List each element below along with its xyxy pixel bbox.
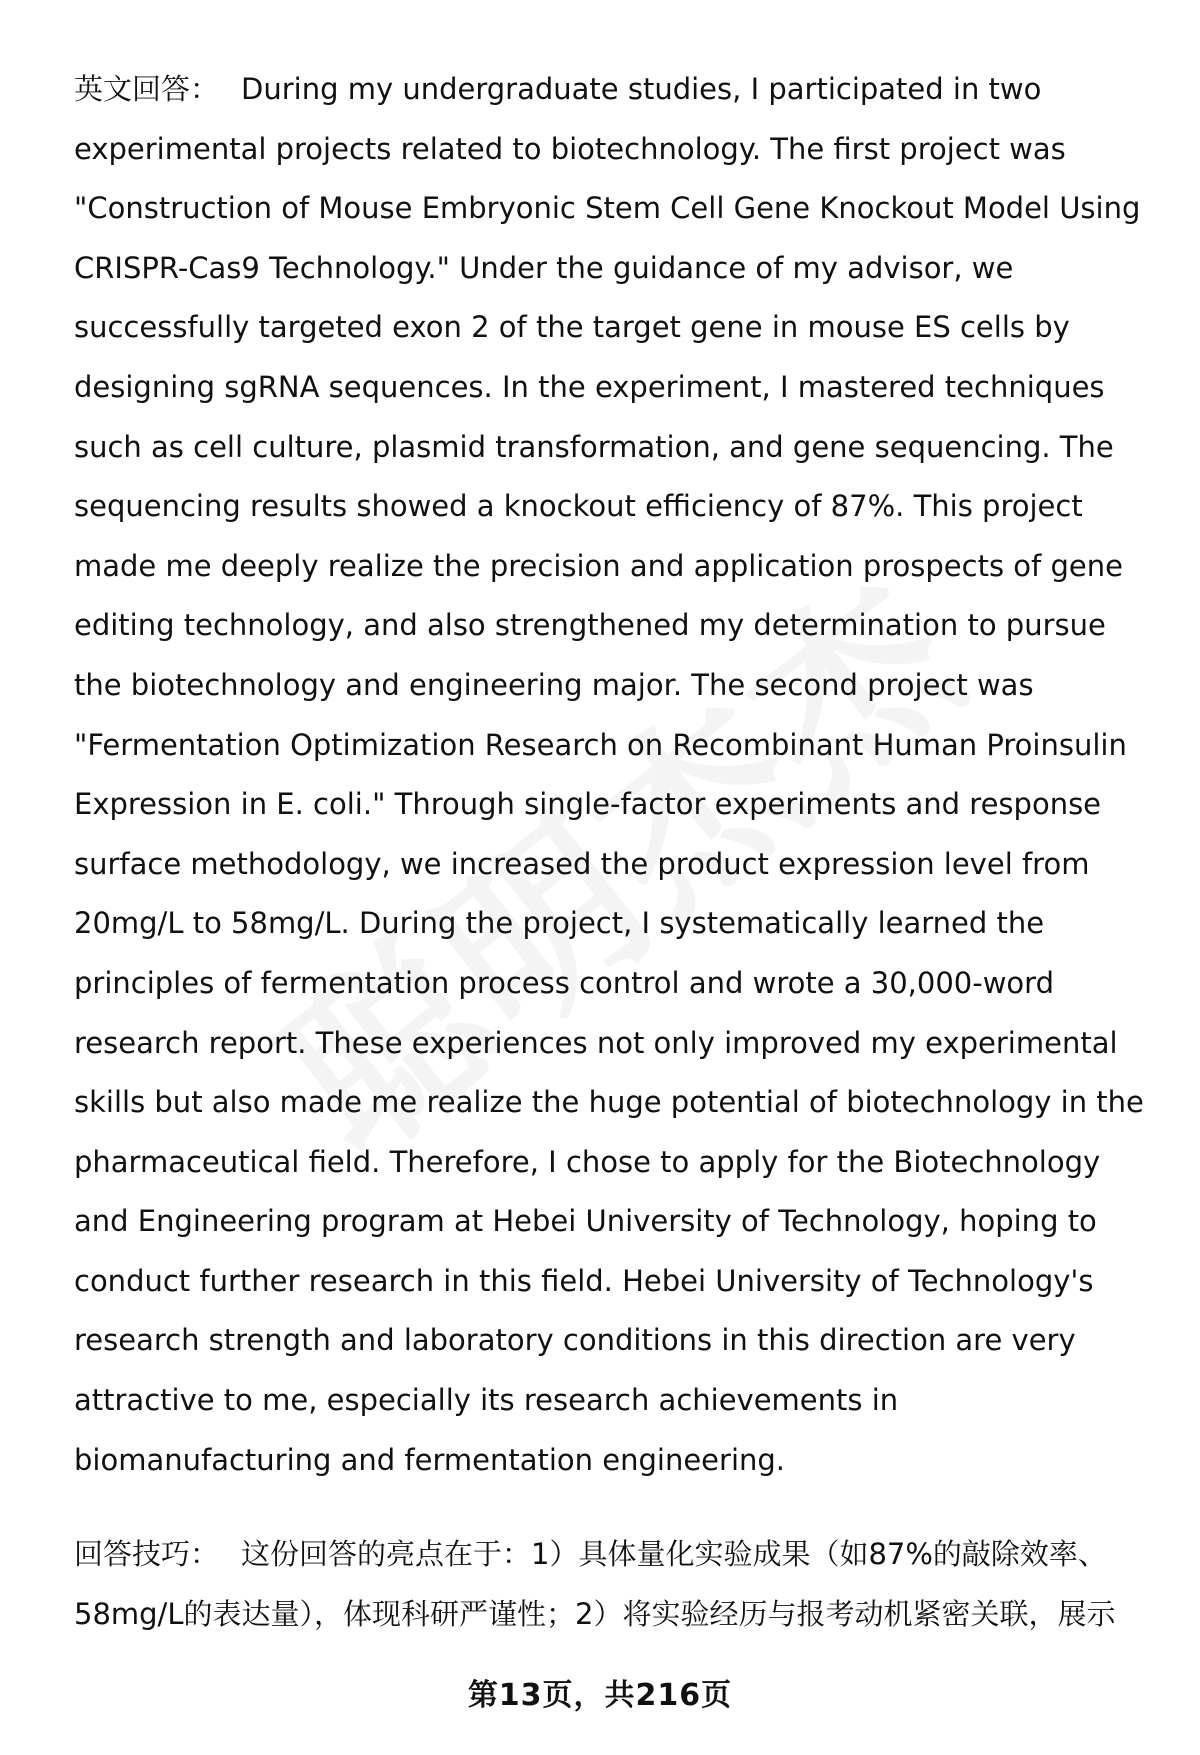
answer-tips-text: 这份回答的亮点在于：1）具体量化实验成果（如87%的敲除效率、58mg/L的表达量），体现科研严谨性；2）将实验经历与报考动机紧密关联，展示 bbox=[74, 1537, 1116, 1631]
english-answer-label: 英文回答： bbox=[74, 72, 220, 106]
answer-tips-paragraph bbox=[74, 1525, 1164, 1644]
english-answer-text: During my undergraduate studies, I participated in two experimental projects related to biotechnology. The first project was "Construction of Mouse Embryonic Stem Cell Gene Knockout Model Using CRISPR-Cas9 Technology." Under the guidance of my advisor, we successfully targeted exon 2 of the target gene in mouse ES cells by designing sgRNA sequences. In the experiment, I mastered techniques such as cell culture, plasmid transformation, and gene sequencing. The sequencing results showed a knockout efficiency of 87%. This project made me deeply realize the precision and application prospects of gene editing technology, and also strengthened my determination to pursue the biotechnology and engineering major. The second project was "Fermentation Optimization Research on Recombinant Human Proinsulin Expression in E. coli." Through single-factor experiments and response surface methodology, we increased the product expression level from 20mg/L to 58mg/L. During the project, I systematically learned the principles of fermentation process control and wrote a 30,000-word research report. These experiences not only improved my experimental skills but also made me realize the huge potential of biotechnology in the pharmaceutical field. Therefore, I chose to apply for the Biotechnology and Engineering program at Hebei University of Technology, hoping to conduct further research in this field. Hebei University of Technology's research strength and laboratory conditions in this direction are very attractive to me, especially its research achievements in biomanufacturing and fermentation engineering. bbox=[74, 72, 1144, 1477]
answer-tips-label: 回答技巧： bbox=[74, 1537, 220, 1571]
page-indicator: 第13页，共216页 bbox=[467, 1678, 733, 1713]
english-answer-paragraph bbox=[74, 60, 1154, 1490]
